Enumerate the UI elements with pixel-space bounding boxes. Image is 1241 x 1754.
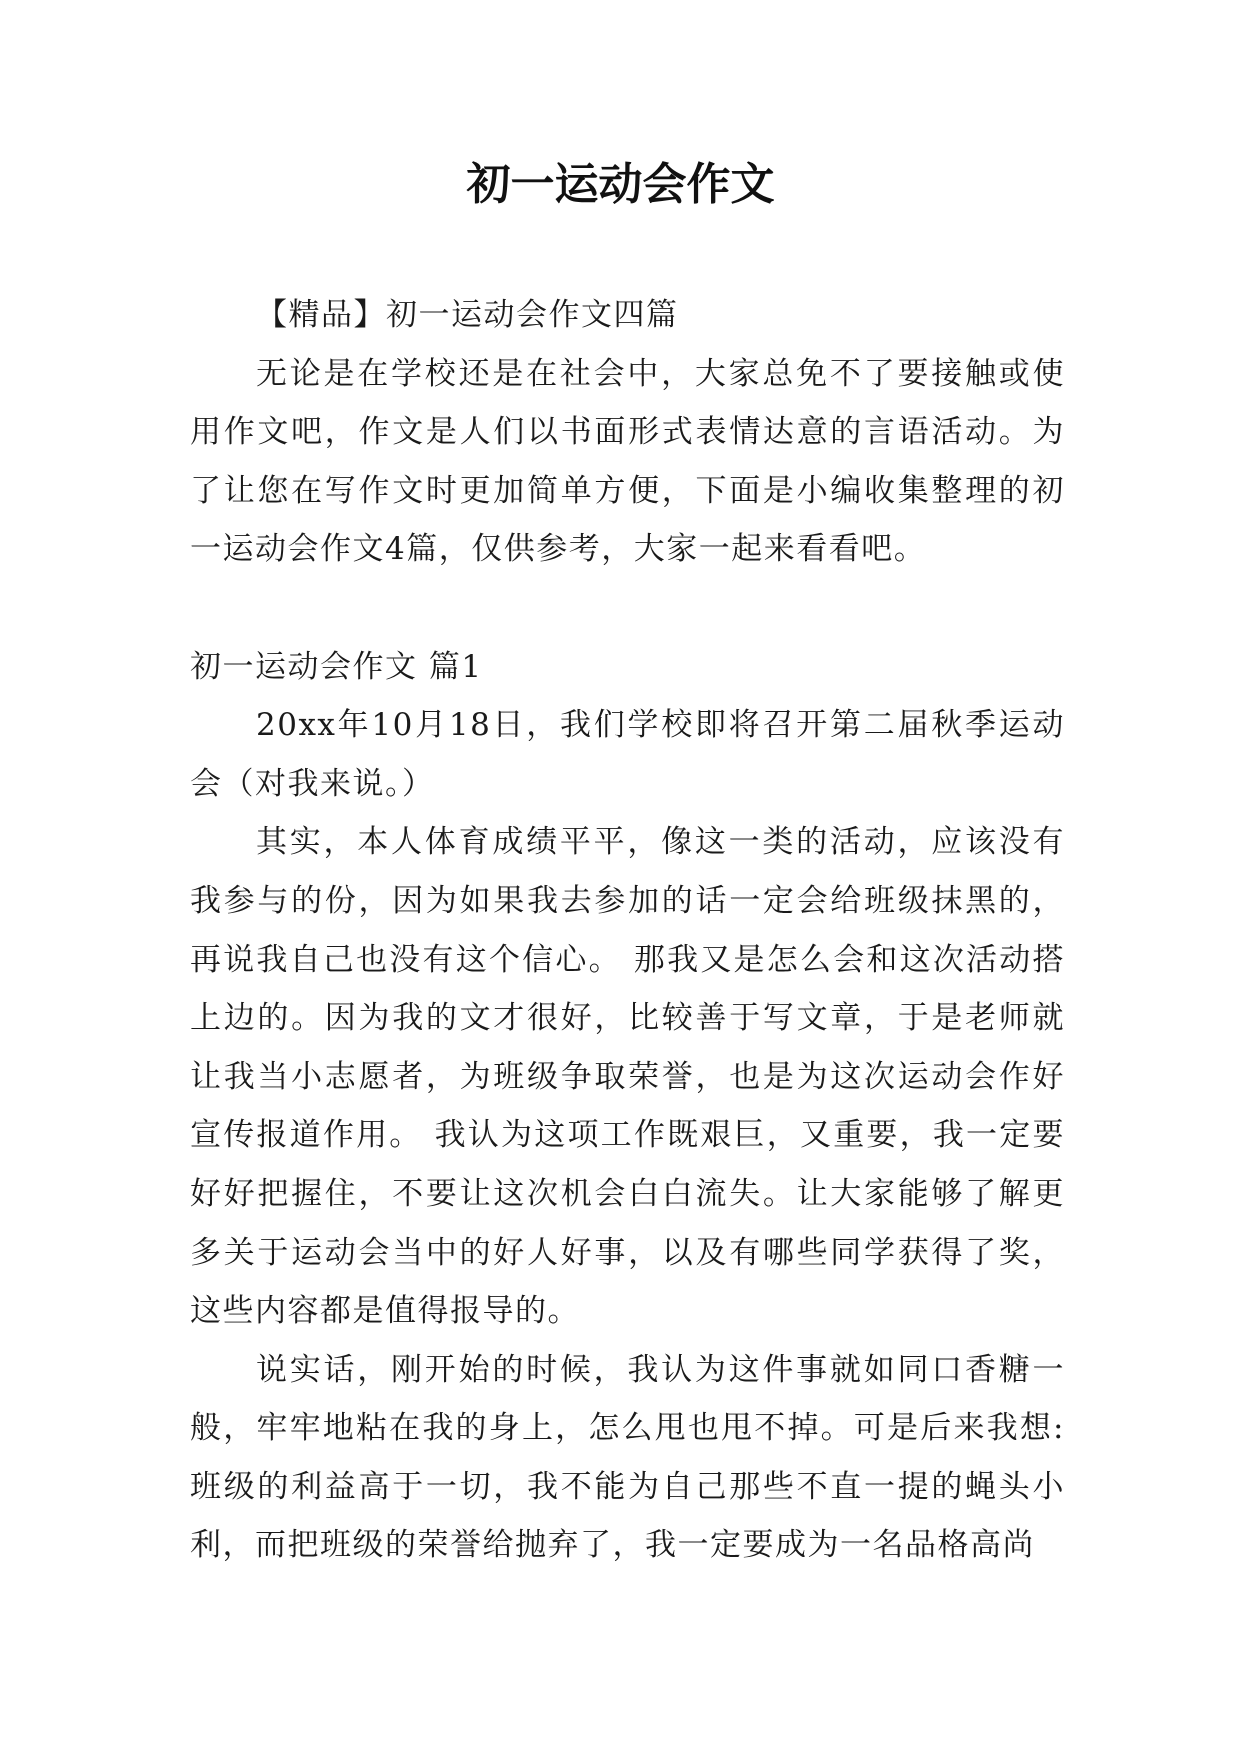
intro-paragraph: 无论是在学校还是在社会中，大家总免不了要接触或使用作文吧，作文是人们以书面形式表情达意的言语活动。为了让您在写作文时更加简单方便，下面是小编收集整理的初一运动会作文4篇，仅供参考，大家一起来看看吧。 [190, 355, 1065, 568]
body-paragraph-1: 20xx年10月18日，我们学校即将召开第二届秋季运动会（对我来说。） [190, 707, 1065, 802]
section-spacer [190, 579, 1065, 638]
section-heading: 初一运动会作文 篇1 [190, 648, 483, 685]
body-paragraph-2: 其实，本人体育成绩平平，像这一类的活动，应该没有我参与的份，因为如果我去参加的话一定会给班级抹黑的，再说我自己也没有这个信心。 那我又是怎么会和这次活动搭上边的。因为我的文才很好，比较善于写文章，于是老师就让我当小志愿者，为班级争取荣誉，也是为这次运动会作好宣传报道作用。 我认为这项工作既艰巨，又重要，我一定要好好把握住，不要让这次机会白白流失。让大家能够了解更多关于运动会当中的好人好事，以及有哪些同学获得了奖，这些内容都是值得报导的。 [190, 824, 1065, 1330]
document-title: 初一运动会作文 [466, 159, 775, 210]
document-subtitle: 【精品】初一运动会作文四篇 [256, 297, 679, 333]
body-paragraph-3: 说实话，刚开始的时候，我认为这件事就如同口香糖一般，牢牢地粘在我的身上，怎么甩也甩不掉。可是后来我想:班级的利益高于一切，我不能为自己那些不直一提的蝇头小利，而把班级的荣誉给抛弃了，我一定要成为一名品格高尚 [190, 1351, 1065, 1564]
document-body [190, 286, 1065, 1575]
